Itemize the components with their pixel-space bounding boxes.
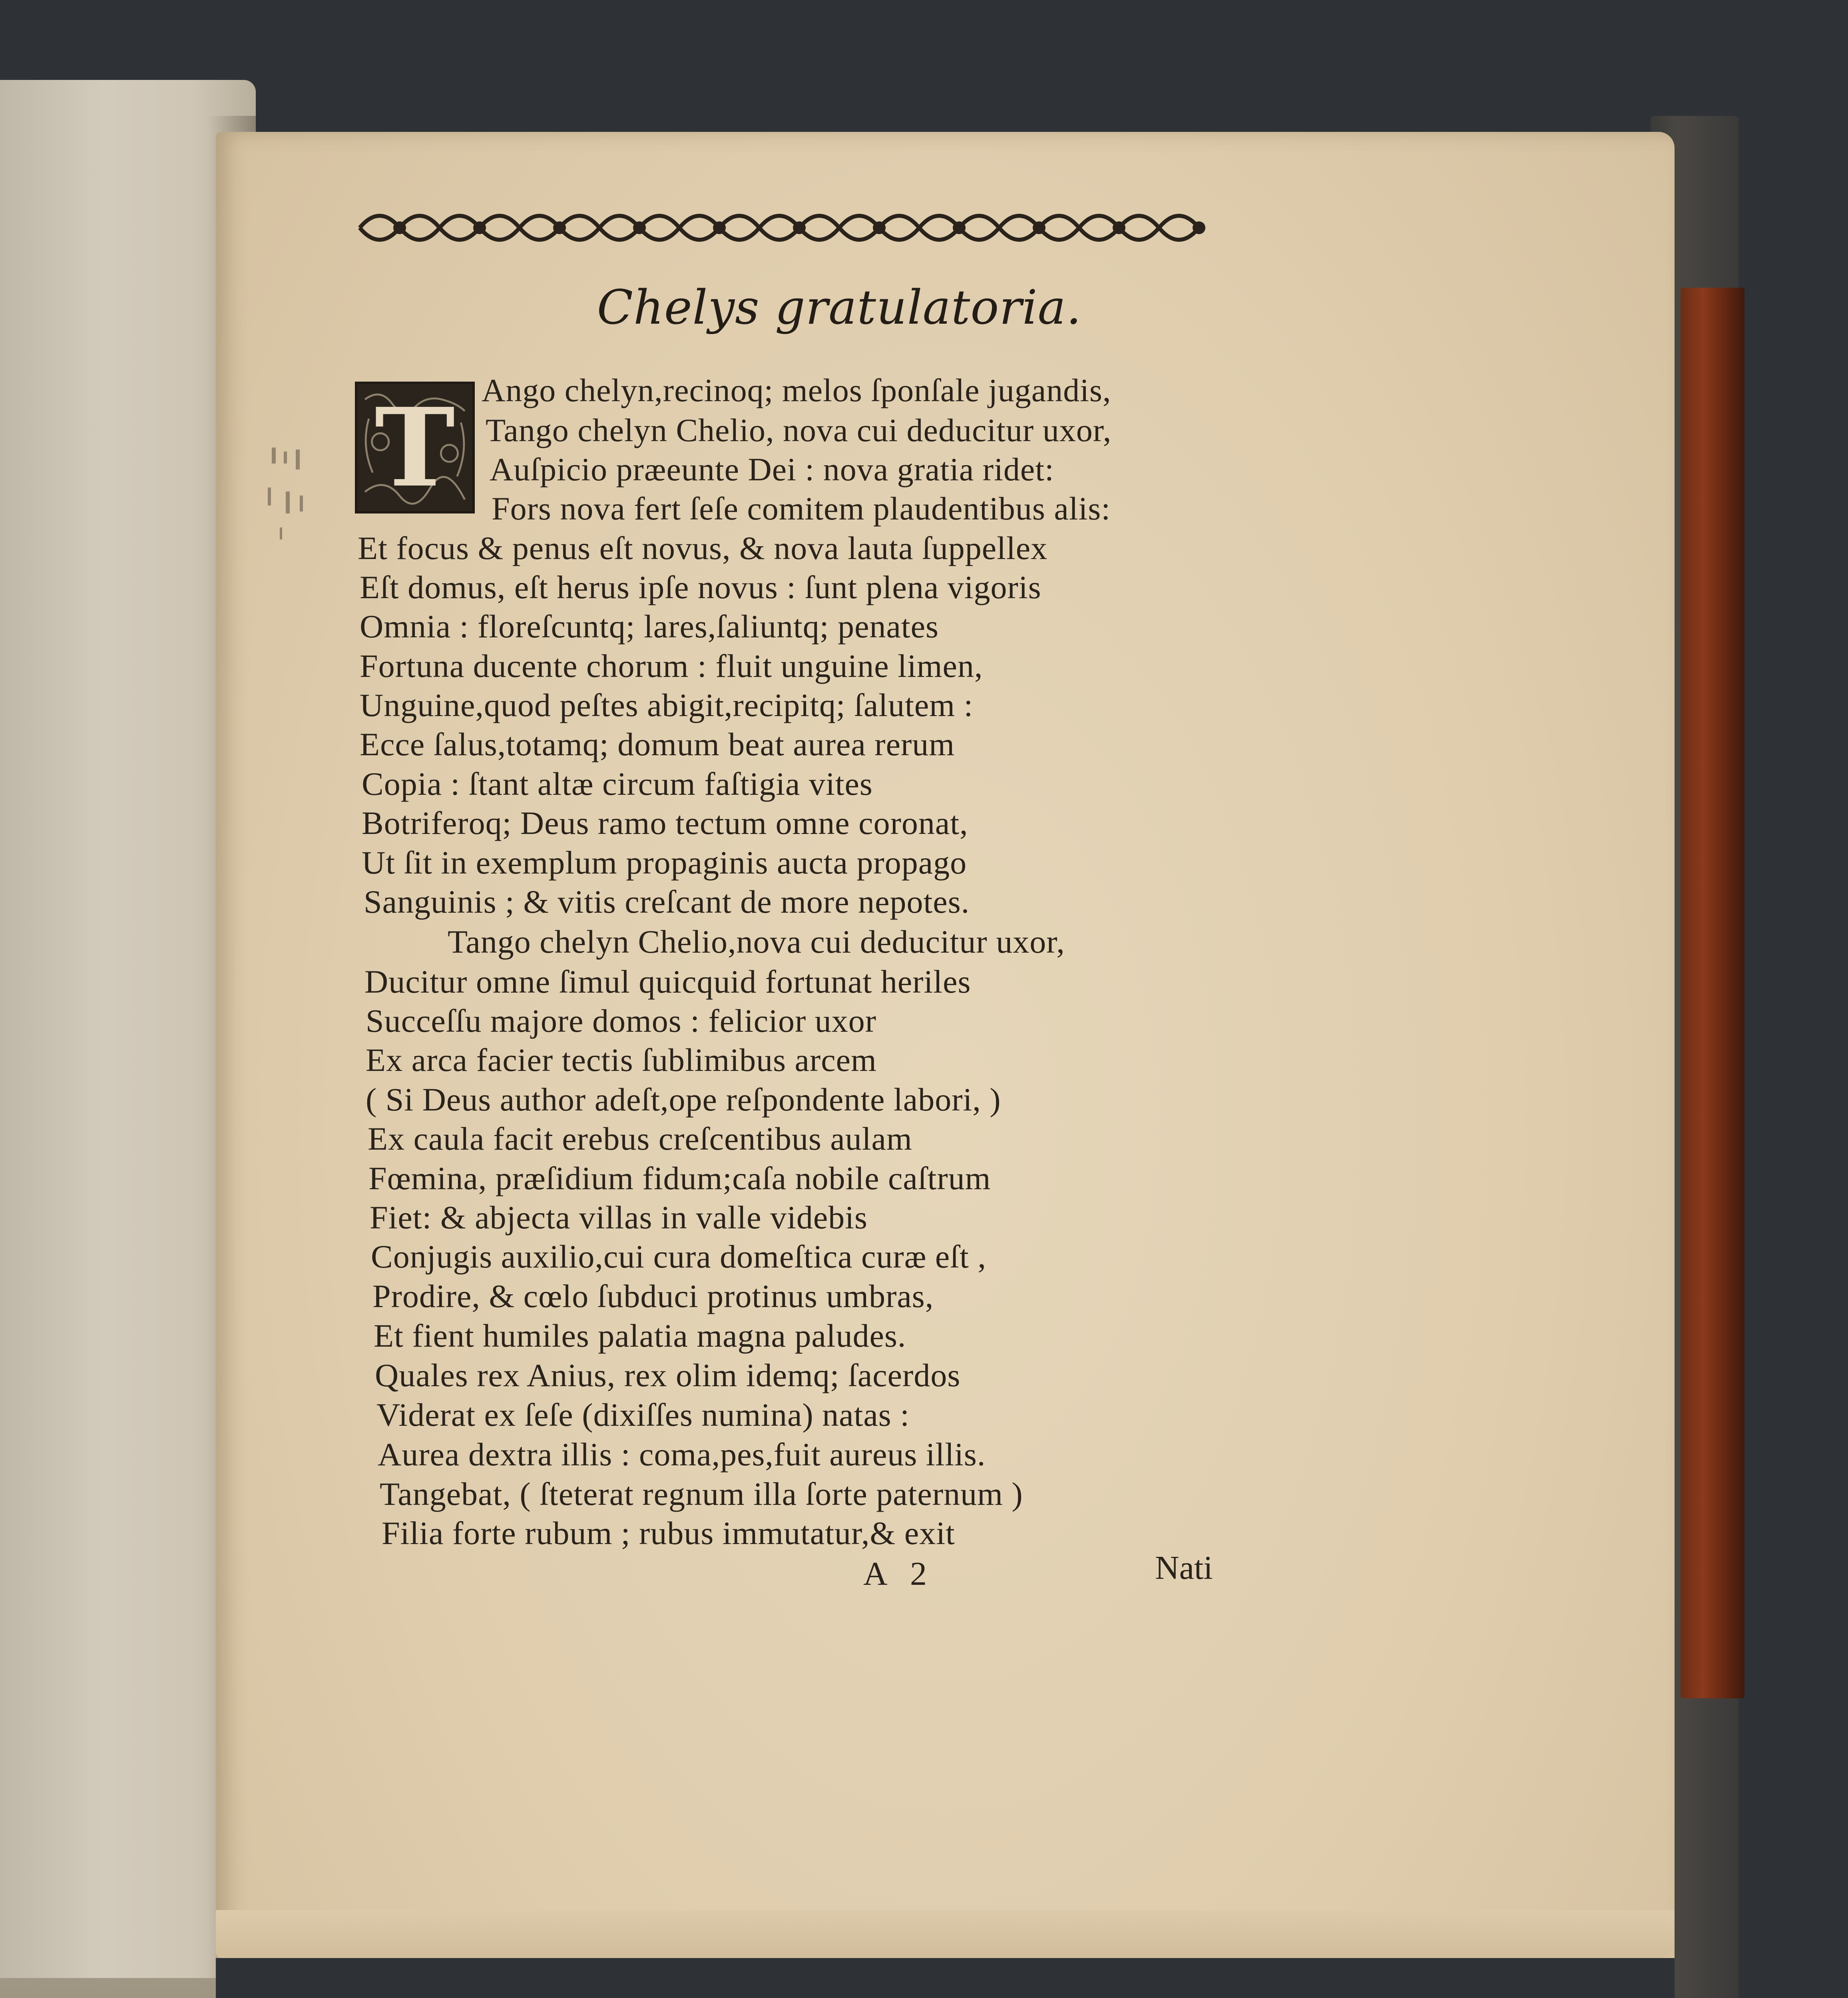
catchword: Nati — [1155, 1549, 1213, 1586]
drop-cap-letter: T — [374, 384, 455, 511]
poem-line: Fiet: & abjecta villas in valle videbis — [370, 1199, 868, 1236]
poem-line: Et fient humiles palatia magna paludes. — [374, 1317, 906, 1354]
poem-line: Quales rex Anius, rex olim idemq; ſacerdos — [375, 1357, 961, 1393]
poem-line: Ex caula facit erebus creſcentibus aulam — [368, 1120, 912, 1157]
poem-line: Tango chelyn Chelio,nova cui deducitur uxor, — [448, 923, 1065, 960]
poem-line: ( Si Deus author adeſt,ope reſpondente labori, ) — [366, 1081, 1001, 1118]
poem-line: Aurea dextra illis : coma,pes,fuit aureus illis. — [378, 1436, 986, 1473]
poem-line: Fors nova fert ſeſe comitem plaudentibus alis: — [492, 490, 1111, 527]
poem-line: Botriferoq; Deus ramo tectum omne coronat, — [362, 805, 968, 841]
poem-line: Ducitur omne ſimul quicquid fortunat heriles — [364, 963, 971, 1000]
poem-line: Fortuna ducente chorum : fluit unguine limen, — [360, 648, 983, 684]
poem-line: Omnia : floreſcuntq; lares,ſaliuntq; penates — [360, 608, 939, 645]
poem-line: Succeſſu majore domos : felicior uxor — [366, 1003, 877, 1039]
poem-line: Tangebat, ( ſteterat regnum illa ſorte paternum ) — [380, 1476, 1023, 1512]
poem-line: Filia forte rubum ; rubus immutatur,& exit — [382, 1515, 955, 1551]
poem-line: Tango chelyn Chelio, nova cui deducitur uxor, — [486, 412, 1112, 448]
poem-line: Prodire, & cœlo ſubduci protinus umbras, — [372, 1278, 934, 1314]
poem-line: Auſpicio præeunte Dei : nova gratia ridet: — [490, 451, 1054, 488]
poem-line: Sanguinis ; & vitis creſcant de more nepotes. — [364, 884, 970, 920]
poem-line: Eſt domus, eſt herus ipſe novus : ſunt plena vigoris — [360, 569, 1041, 605]
poem-line: Et focus & penus eſt novus, & nova lauta ſuppellex — [358, 530, 1048, 566]
poem-title: Chelys gratulatoria. — [597, 280, 1082, 335]
poem-line: Ex arca facier tectis ſublimibus arcem — [366, 1042, 877, 1078]
poem-line: Ut ſit in exemplum propaginis aucta propago — [362, 844, 967, 881]
poem-line: Conjugis auxilio,cui cura domeſtica curæ eſt , — [371, 1238, 986, 1275]
signature-mark: A 2 — [863, 1555, 935, 1592]
poem-line: Fœmina, præſidium fidum;caſa nobile caſtrum — [368, 1160, 991, 1196]
poem-line: Ango chelyn,recinoq; melos ſponſale jugandis, — [482, 372, 1111, 408]
poem-line: Viderat ex ſeſe (dixiſſes numina) natas : — [376, 1397, 910, 1433]
poem-line: Ecce ſalus,totamq; domum beat aurea rerum — [360, 726, 955, 762]
poem-line: Copia : ſtant altæ circum faſtigia vites — [362, 766, 873, 802]
poem-line: Unguine,quod peſtes abigit,recipitq; ſalutem : — [360, 687, 974, 723]
